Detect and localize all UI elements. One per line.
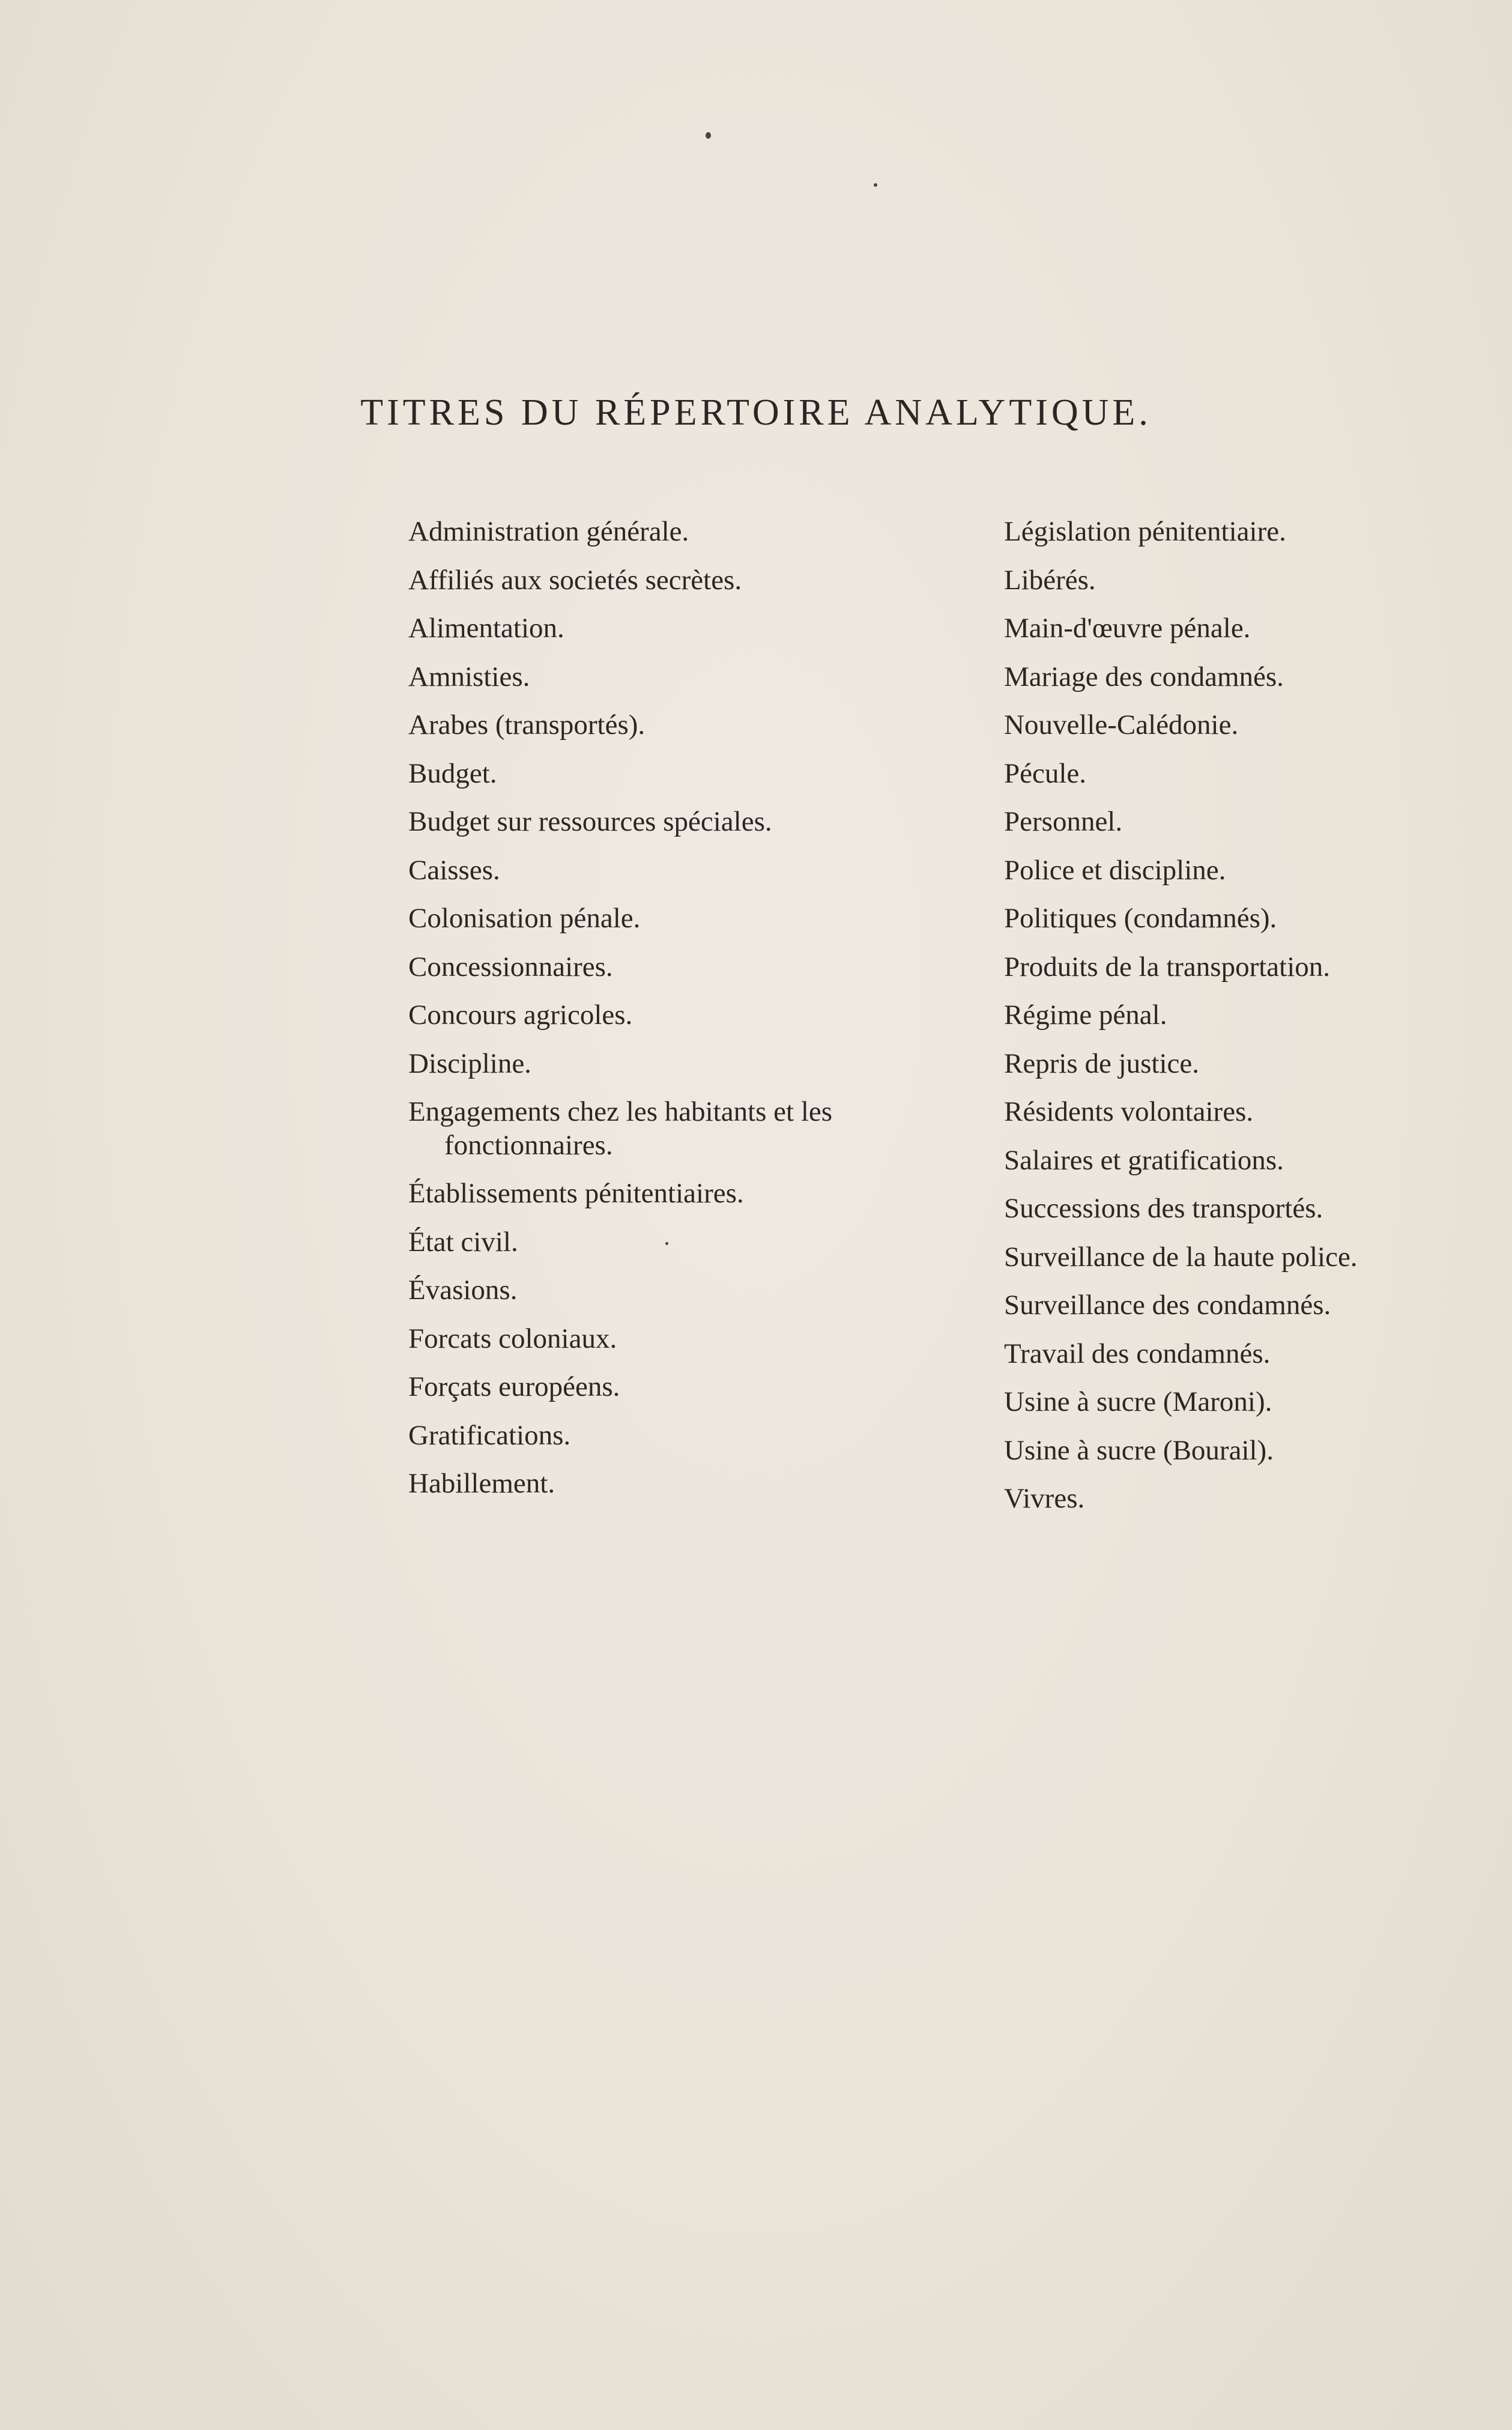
index-entry: Produits de la transportation. — [1004, 951, 1331, 983]
index-entry: Concours agricoles. — [408, 999, 633, 1031]
index-entry: Surveillance de la haute police. — [1004, 1241, 1358, 1273]
index-entry: Évasions. — [408, 1274, 518, 1306]
index-entry: Alimentation. — [408, 613, 564, 644]
index-entry: Forçats européens. — [408, 1371, 620, 1402]
index-entry: Personnel. — [1004, 806, 1123, 837]
index-entry: Usine à sucre (Bourail). — [1004, 1434, 1274, 1466]
index-entry: Repris de justice. — [1004, 1047, 1200, 1079]
index-entry: Gratifications. — [408, 1419, 571, 1451]
index-entry: Établissements pénitentiaires. — [408, 1178, 744, 1209]
index-entry: Régime pénal. — [1004, 999, 1167, 1031]
index-entry-line: Engagements chez les habitants et les — [408, 1096, 833, 1127]
index-entry: Résidents volontaires. — [1004, 1096, 1254, 1127]
index-entry: Successions des transportés. — [1004, 1193, 1323, 1224]
index-entry: Politiques (condamnés). — [1004, 903, 1277, 934]
index-entry-continuation: fonctionnaires. — [444, 1130, 613, 1161]
index-entry: Mariage des condamnés. — [1004, 661, 1284, 692]
index-entry: Administration générale. — [408, 516, 689, 547]
index-entry: Amnisties. — [408, 661, 530, 692]
index-entry-multiline — [408, 1088, 961, 1169]
index-entry: Arabes (transportés). — [408, 709, 646, 741]
index-entry: Forcats coloniaux. — [408, 1323, 617, 1354]
index-entry: Usine à sucre (Maroni). — [1004, 1386, 1272, 1417]
index-entry: Main-d'œuvre pénale. — [1004, 613, 1251, 644]
index-entry: Colonisation pénale. — [408, 903, 641, 934]
index-entry: Nouvelle-Calédonie. — [1004, 709, 1239, 741]
index-entry: Pécule. — [1004, 757, 1087, 789]
index-entry: Budget. — [408, 757, 497, 789]
index-column-left — [408, 508, 961, 1508]
index-entry: Affiliés aux societés secrètes. — [408, 564, 742, 596]
index-entry: Vivres. — [1004, 1483, 1085, 1514]
index-entry: Surveillance des condamnés. — [1004, 1289, 1331, 1321]
index-entry: Budget sur ressources spéciales. — [408, 806, 772, 837]
index-entry: Salaires et gratifications. — [1004, 1144, 1284, 1176]
index-entry: Habillement. — [408, 1468, 555, 1499]
page-title: TITRES DU RÉPERTOIRE ANALYTIQUE. — [360, 392, 1152, 433]
index-column-right — [1004, 508, 1436, 1523]
ink-speck — [874, 183, 877, 187]
index-entry: Concessionnaires. — [408, 951, 613, 983]
index-entry: Caisses. — [408, 854, 500, 886]
index-entry: Discipline. — [408, 1047, 531, 1079]
index-entry: Libérés. — [1004, 564, 1096, 596]
index-entry: Travail des condamnés. — [1004, 1338, 1271, 1369]
ink-speck — [706, 132, 711, 139]
index-entry: Police et discipline. — [1004, 854, 1226, 886]
index-entry: État civil. — [408, 1226, 518, 1258]
index-entry: Législation pénitentiaire. — [1004, 516, 1286, 547]
